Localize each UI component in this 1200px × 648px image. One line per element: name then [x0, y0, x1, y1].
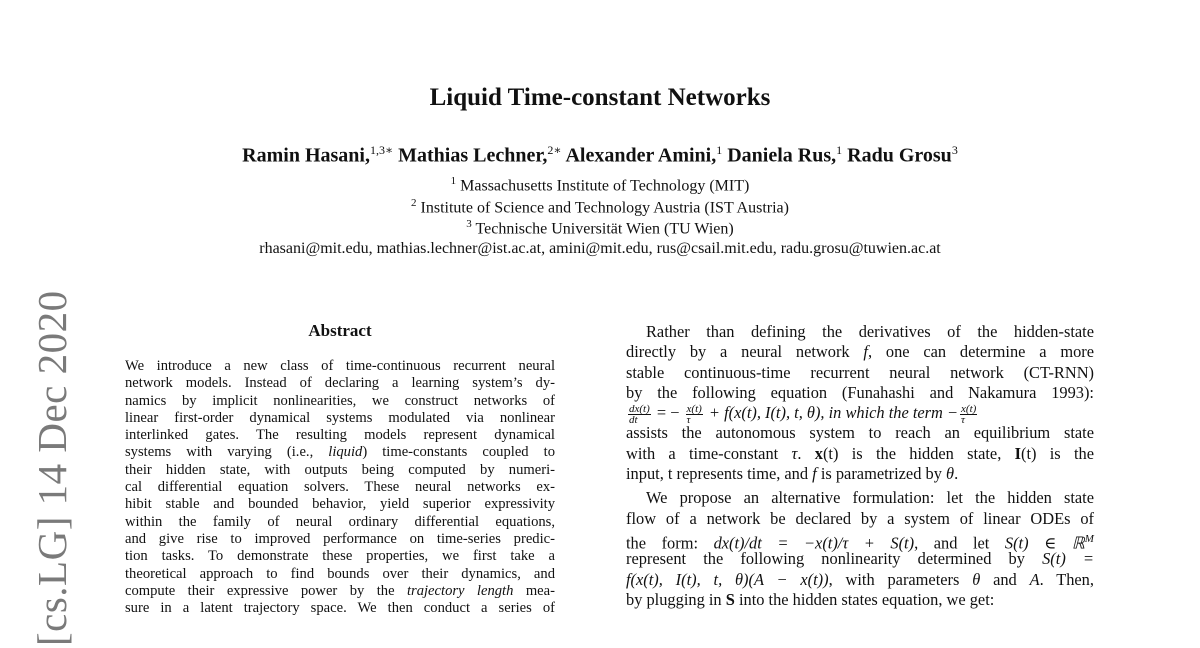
author: Radu Grosu: [847, 144, 952, 167]
math-run: + f(x(t), I(t), t, θ), in which the term −: [704, 403, 959, 423]
text-run: represent the following nonlinearity determined by: [626, 549, 1043, 569]
affiliation: [0, 218, 1200, 238]
text-line: flow of a network be declared by a system of linear ODEs of: [626, 508, 1094, 528]
text-run: , with parameters: [828, 569, 973, 589]
fraction-numerator: x(t): [686, 402, 702, 415]
abstract-line: linear first-order dynamical systems modulated via nonlinear: [125, 409, 555, 426]
abstract-line: and give rise to improved performance on time-series predic-: [125, 530, 555, 547]
author-affiliation-marker: 2∗: [547, 143, 562, 157]
abstract-line: interlinked gates. The resulting models represent dynamical: [125, 427, 555, 444]
math-run: f(x(t), I(t), t, θ)(A − x(t)): [626, 569, 829, 589]
arxiv-stamp: [cs.LG] 14 Dec 2020: [29, 290, 75, 646]
affiliation-text: Technische Universität Wien (TU Wien): [475, 220, 734, 238]
text-run: into the hidden states equation, we get:: [734, 589, 995, 609]
abstract-line: We introduce a new class of time-continuous recurrent neural: [125, 358, 555, 374]
author: Alexander Amini,: [565, 144, 717, 167]
abstract-line: compute their expressive power by the trajectory length mea-: [125, 582, 556, 599]
affiliation-marker: 2: [411, 197, 417, 209]
fraction: [960, 404, 977, 425]
author: Mathias Lechner,: [398, 144, 548, 167]
text-run: and: [980, 569, 1030, 589]
text-run: directly by a neural network: [626, 342, 864, 362]
author-affiliation-marker: 1,3∗: [369, 143, 394, 157]
text-run: .: [797, 443, 815, 463]
text-run: is parametrized by: [816, 464, 946, 484]
affiliation: [0, 197, 1200, 217]
text-run: , one can determine a more: [867, 342, 1094, 362]
abstract-line: their hidden state, with outputs being computed by numeri-: [125, 461, 555, 478]
math-symbol: A: [1029, 569, 1040, 589]
math-superscript: M: [1084, 532, 1094, 545]
text-line: by the following equation (Funahashi and Nakamura 1993):: [626, 382, 1094, 402]
affiliation-marker: 1: [450, 175, 457, 187]
math-symbol: θ: [946, 464, 955, 484]
text-line: stable continuous-time recurrent neural network (CT-RNN): [626, 362, 1094, 382]
math-run: S(t) ∈ ℝ: [1004, 533, 1085, 553]
abstract-line: theoretical approach to find bounds over their dynamics, and: [125, 565, 555, 582]
math-symbol: S: [725, 589, 735, 609]
author: Daniela Rus,: [727, 144, 837, 167]
author-list: [0, 143, 1200, 168]
fraction-denominator: dt: [629, 413, 638, 426]
text-run: . Then,: [1039, 569, 1094, 589]
math-symbol: f: [812, 464, 817, 484]
text-line: [626, 342, 1094, 362]
fraction-numerator: dx(t): [629, 402, 650, 415]
math-symbol: I: [1014, 443, 1021, 463]
affiliation-text: Massachusetts Institute of Technology (MIT): [460, 177, 750, 195]
text-run: = −: [652, 403, 684, 423]
abstract-heading: Abstract: [308, 321, 372, 340]
math-run: S(t) =: [1042, 549, 1094, 569]
math-symbol: f: [863, 342, 868, 362]
author: Ramin Hasani,: [242, 144, 370, 167]
abstract-line: within the family of neural ordinary differential equations,: [125, 513, 555, 530]
author-affiliation-marker: 1: [716, 143, 723, 157]
text-line: [626, 549, 1094, 569]
fraction: [686, 404, 703, 425]
abstract-line: systems with varying (i.e., liquid) time-constants coupled to: [125, 444, 555, 461]
intro-column: [626, 322, 1094, 610]
text-run: the form:: [626, 533, 714, 553]
abstract-line: sure in a latent trajectory space. We then conduct a series of: [125, 600, 555, 617]
math-symbol: x: [814, 443, 823, 463]
affiliation: [0, 175, 1200, 195]
abstract-line: hibit stable and bounded behavior, yield superior expressivity: [125, 496, 555, 513]
abstract-line: namics by implicit nonlinearities, we construct networks of: [125, 392, 555, 409]
text-line: We propose an alternative formulation: let the hidden state: [646, 488, 1094, 508]
text-run: , and let: [914, 533, 1005, 553]
text-line: [626, 444, 1094, 464]
text-run: (t) is the hidden state,: [822, 443, 1015, 463]
paper-title: Liquid Time-constant Networks: [429, 84, 771, 111]
text-run: with a time-constant: [626, 443, 792, 463]
math-symbol: τ: [791, 443, 798, 463]
text-run: input, t represents time, and: [626, 464, 813, 484]
text-line: [626, 570, 1094, 590]
text-line: [626, 464, 1094, 484]
abstract-line: cal differential equation solvers. These neural networks ex-: [125, 479, 555, 496]
fraction-numerator: x(t): [961, 402, 977, 415]
affiliation-marker: 3: [466, 218, 472, 230]
fraction-denominator: τ: [961, 413, 965, 426]
text-run: (t) is the: [1020, 443, 1094, 463]
text-line: Rather than defining the derivatives of the hidden-state: [646, 322, 1094, 341]
author-affiliation-marker: 3: [951, 143, 958, 157]
equation-line: [626, 402, 1094, 426]
fraction: [628, 404, 651, 425]
author-emails: rhasani@mit.edu, mathias.lechner@ist.ac.at, amini@mit.edu, rus@csail.mit.edu, radu.grosu@tuwien.ac.at: [259, 240, 941, 257]
text-line: [626, 590, 1094, 610]
text-line: assists the autonomous system to reach an equilibrium state: [626, 423, 1094, 443]
abstract-body: [125, 358, 555, 617]
math-symbol: θ: [972, 569, 981, 589]
abstract-line: tion tasks. To demonstrate these properties, we first take a: [125, 548, 555, 565]
paragraph-alternative-formulation: [626, 488, 1094, 610]
text-run: by plugging in: [626, 589, 726, 609]
math-run: dx(t)/dt = −x(t)/τ + S(t): [713, 533, 915, 553]
paragraph-ctrnn: [626, 322, 1094, 484]
affiliation-text: Institute of Science and Technology Austria (IST Austria): [420, 199, 789, 217]
abstract-line: network models. Instead of declaring a learning system’s dy-: [125, 375, 555, 392]
text-run: .: [954, 464, 959, 484]
text-line: [626, 529, 1094, 553]
fraction-denominator: τ: [686, 413, 691, 426]
author-affiliation-marker: 1: [836, 143, 843, 157]
